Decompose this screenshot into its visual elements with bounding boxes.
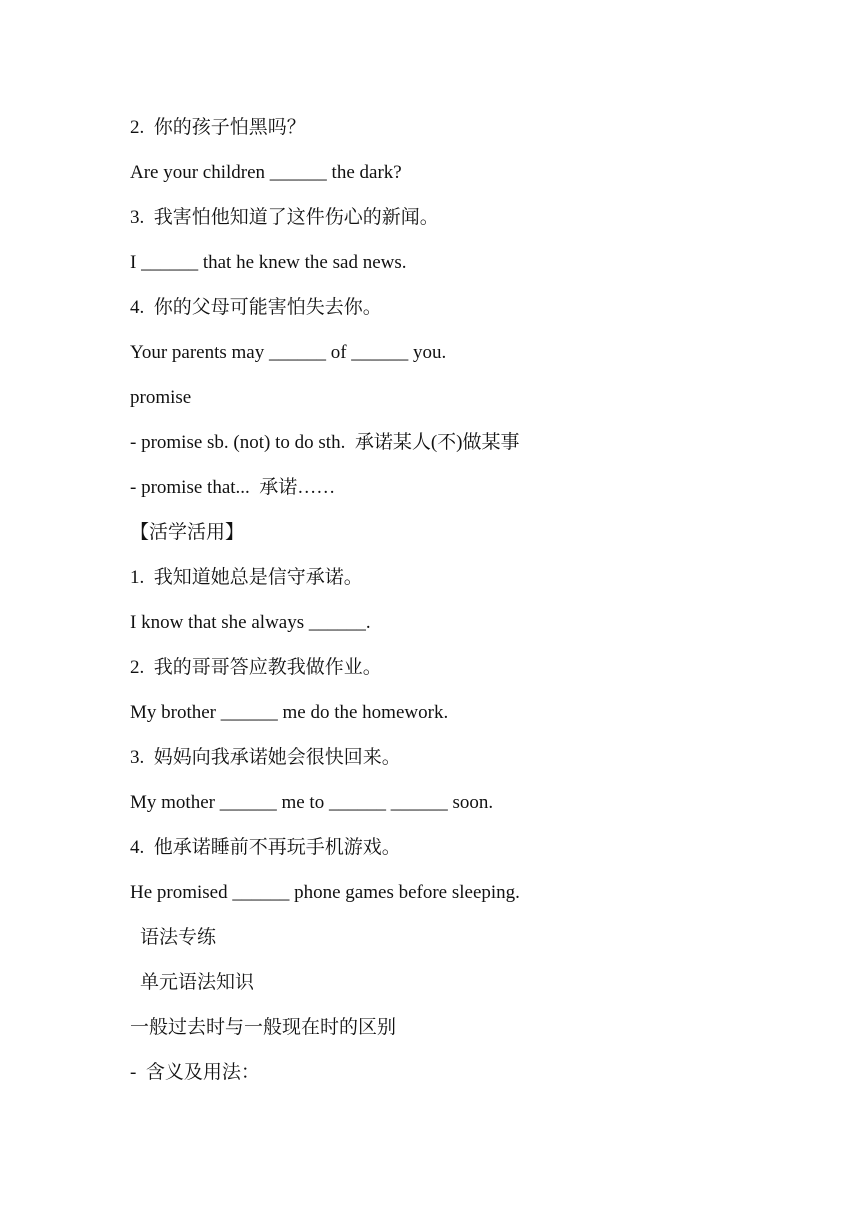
exercise-1-chinese: 1. 我知道她总是信守承诺。 [130,567,363,588]
exercise-4-english: He promised ______ phone games before sleeping. [130,882,520,903]
exercise-2-english: My brother ______ me do the homework. [130,702,449,723]
item-2-english: Are your children ______ the dark? [130,162,402,183]
exercise-3-english: My mother ______ me to ______ ______ soon. [130,792,494,813]
exercise-3-chinese: 3. 妈妈向我承诺她会很快回来。 [130,747,401,768]
exercise-4-chinese: 4. 他承诺睡前不再玩手机游戏。 [130,837,401,858]
exercise-2-chinese: 2. 我的哥哥答应教我做作业。 [130,657,382,678]
usage-line-2: - promise that... 承诺…… [130,477,336,498]
item-3-chinese: 3. 我害怕他知道了这件伤心的新闻。 [130,207,439,228]
vocab-heading-promise: promise [130,387,192,408]
grammar-subheading: - 含义及用法： [130,1062,260,1083]
item-4-chinese: 4. 你的父母可能害怕失去你。 [130,297,382,318]
grammar-practice-heading: 语法专练 [140,927,217,948]
item-3-english: I ______ that he knew the sad news. [130,252,407,273]
unit-grammar-heading: 单元语法知识 [140,972,255,993]
usage-line-1: - promise sb. (not) to do sth. 承诺某人(不)做某事 [130,432,520,453]
grammar-topic-title: 一般过去时与一般现在时的区别 [130,1017,397,1038]
item-2-chinese: 2. 你的孩子怕黑吗？ [130,117,306,138]
exercise-1-english: I know that she always ______. [130,612,371,633]
item-4-english: Your parents may ______ of ______ you. [130,342,447,363]
section-heading-practice: 【活学活用】 [130,522,245,543]
